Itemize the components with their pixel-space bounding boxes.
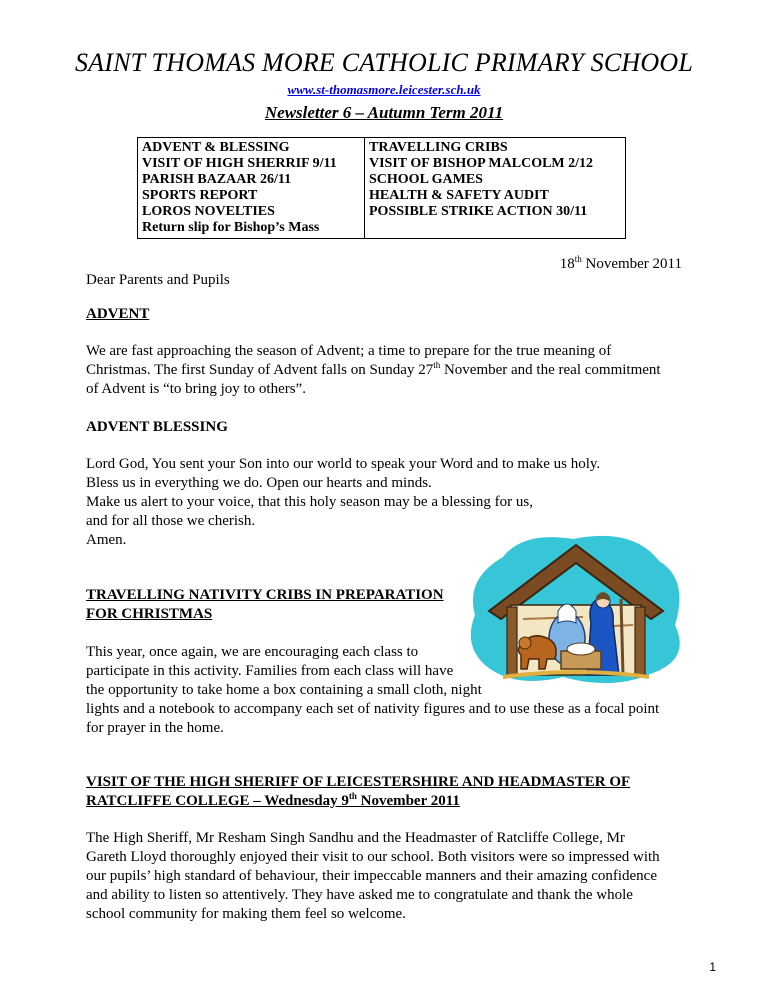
cribs-paragraph: This year, once again, we are encouraging each class to participate in this activity. Families from each class will have the opportunity to take home a box containing a small cloth, night lights and a notebook to accompany each set of nativity figures and to use these as a focal point for prayer in the home. (86, 644, 660, 736)
school-name: SAINT THOMAS MORE CATHOLIC PRIMARY SCHOOL (74, 48, 694, 77)
page-number: 1 (709, 960, 716, 974)
contents-item: SPORTS REPORT (142, 188, 258, 203)
sheriff-paragraph: The High Sheriff, Mr Resham Singh Sandhu and the Headmaster of Ratcliffe College, Mr Gareth Lloyd thoroughly enjoyed their visit to our school. Both visitors were so impressed with our pupils’ high standard of behaviour, their impeccable manners and their amazing confidence and ability to listen so attentively. They have asked me to congratulate and thank the whole school community for making them feel so welcome. (86, 830, 660, 922)
greeting: Dear Parents and Pupils (86, 272, 230, 288)
contents-item: ADVENT & BLESSING (142, 140, 290, 155)
cribs-heading: TRAVELLING NATIVITY CRIBS IN PREPARATION FOR CHRISTMAS (86, 587, 444, 622)
contents-item: SCHOOL GAMES (369, 172, 483, 187)
contents-item: PARISH BAZAAR 26/11 (142, 172, 292, 187)
contents-item: VISIT OF BISHOP MALCOLM 2/12 (369, 156, 594, 171)
newsletter-title: Newsletter 6 – Autumn Term 2011 (264, 103, 504, 122)
contents-item: HEALTH & SAFETY AUDIT (369, 188, 549, 203)
blessing-heading: ADVENT BLESSING (86, 419, 228, 435)
contents-left-column (138, 138, 365, 239)
contents-item: LOROS NOVELTIES (142, 204, 275, 219)
advent-paragraph: We are fast approaching the season of Advent; a time to prepare for the true meaning of Christmas. The first Sunday of Advent falls on Sunday 27th November and the real commitment of Advent is “to bring joy to others”. (86, 343, 661, 397)
blessing-prayer: Lord God, You sent your Son into our world to speak your Word and to make us holy. Bless us in everything we do. Open our hearts and minds. Make us alert to your voice, that this holy season may be a blessing for us, and for all those we cherish. Amen. (86, 456, 601, 548)
contents-table (137, 137, 626, 239)
advent-heading: ADVENT (86, 306, 150, 322)
newsletter-date: 18th November 2011 (559, 254, 682, 272)
contents-item: POSSIBLE STRIKE ACTION 30/11 (369, 204, 588, 219)
contents-item: Return slip for Bishop’s Mass (142, 220, 320, 235)
sheriff-heading: VISIT OF THE HIGH SHERIFF OF LEICESTERSHIRE AND HEADMASTER OF RATCLIFFE COLLEGE – Wednesday 9th November 2011 (86, 774, 631, 809)
contents-right-column (365, 138, 626, 239)
contents-item: VISIT OF HIGH SHERRIF 9/11 (142, 156, 337, 171)
website-link[interactable]: www.st-thomasmore.leicester.sch.uk (287, 82, 481, 97)
contents-item: TRAVELLING CRIBS (369, 140, 508, 155)
